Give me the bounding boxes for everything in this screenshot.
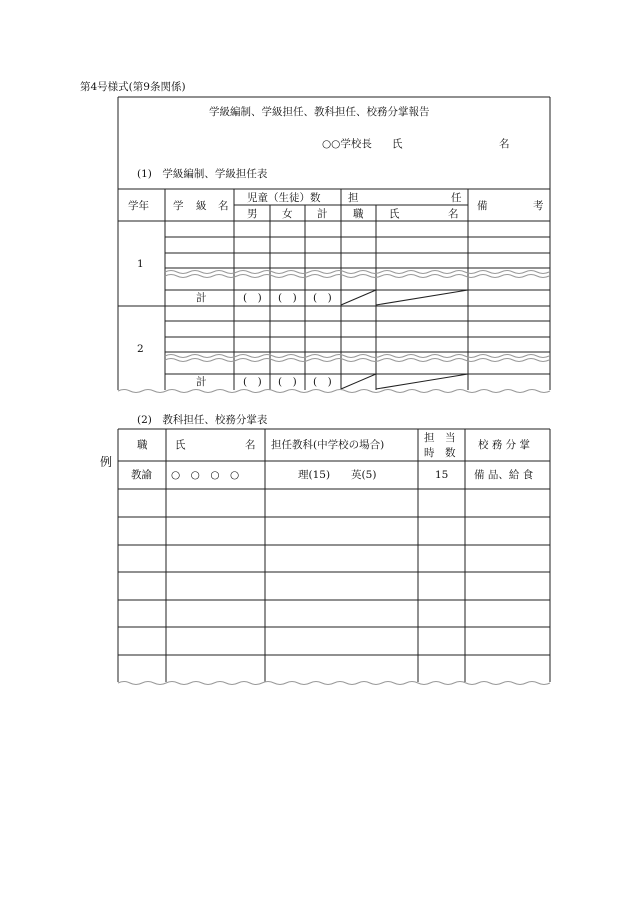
header-female: 女: [282, 208, 293, 220]
header-total: 計: [317, 208, 328, 220]
s2-header-duties: 校 務 分 掌: [478, 439, 531, 451]
report-title: 学級編制、学級担任、教科担任、校務分掌報告: [209, 106, 430, 118]
header-position: 職: [353, 208, 364, 220]
section1-title: (1) 学級編制、学級担任表: [137, 168, 268, 180]
header-name-mei: 名: [448, 208, 459, 220]
grade-1-subtotal-label: 計: [196, 292, 207, 304]
grade-1-female-paren: ( ): [278, 292, 297, 304]
example-position: 教諭: [131, 469, 152, 481]
example-label: 例: [100, 455, 113, 469]
header-class-name-1: 学: [173, 200, 184, 212]
s2-header-name-shi: 氏: [175, 439, 186, 451]
grade-1-total-paren: ( ): [313, 292, 332, 304]
header-remarks-2: 考: [533, 200, 544, 212]
section2-title: (2) 教科担任、校務分掌表: [137, 414, 268, 426]
grade-1-male-paren: ( ): [243, 292, 262, 304]
grade-2-male-paren: ( ): [243, 376, 262, 388]
header-remarks-1: 備: [477, 200, 488, 212]
grade-2-female-paren: ( ): [278, 376, 297, 388]
s2-header-hours-2: 時 数: [424, 447, 456, 459]
s2-header-subjects: 担任教科(中学校の場合): [271, 439, 385, 451]
principal-name-shi: 氏: [392, 138, 403, 150]
header-name-shi: 氏: [389, 208, 400, 220]
s2-header-hours-1: 担 当: [424, 432, 456, 444]
grade-1-label: 1: [137, 258, 144, 270]
header-male: 男: [247, 208, 258, 220]
form-label: 第4号様式(第9条関係): [80, 81, 186, 93]
header-grade: 学年: [128, 200, 149, 212]
example-hours: 15: [435, 469, 449, 481]
school-head-label: ○○学校長: [322, 138, 372, 150]
header-teacher-1: 担: [348, 192, 359, 204]
example-duties: 備 品、給 食: [474, 469, 534, 481]
header-class-name-2: 級: [196, 200, 207, 212]
s2-header-position: 職: [137, 439, 148, 451]
example-name: ○ ○ ○ ○: [171, 469, 240, 481]
grade-2-label: 2: [137, 343, 144, 355]
example-subjects: 理(15) 英(5): [298, 469, 377, 481]
principal-name-mei: 名: [499, 138, 510, 150]
grade-2-subtotal-label: 計: [196, 376, 207, 388]
header-students: 児童（生徒）数: [247, 192, 321, 204]
header-teacher-2: 任: [451, 192, 462, 204]
header-class-name-3: 名: [218, 200, 229, 212]
s2-header-name-mei: 名: [245, 439, 256, 451]
grade-2-total-paren: ( ): [313, 376, 332, 388]
